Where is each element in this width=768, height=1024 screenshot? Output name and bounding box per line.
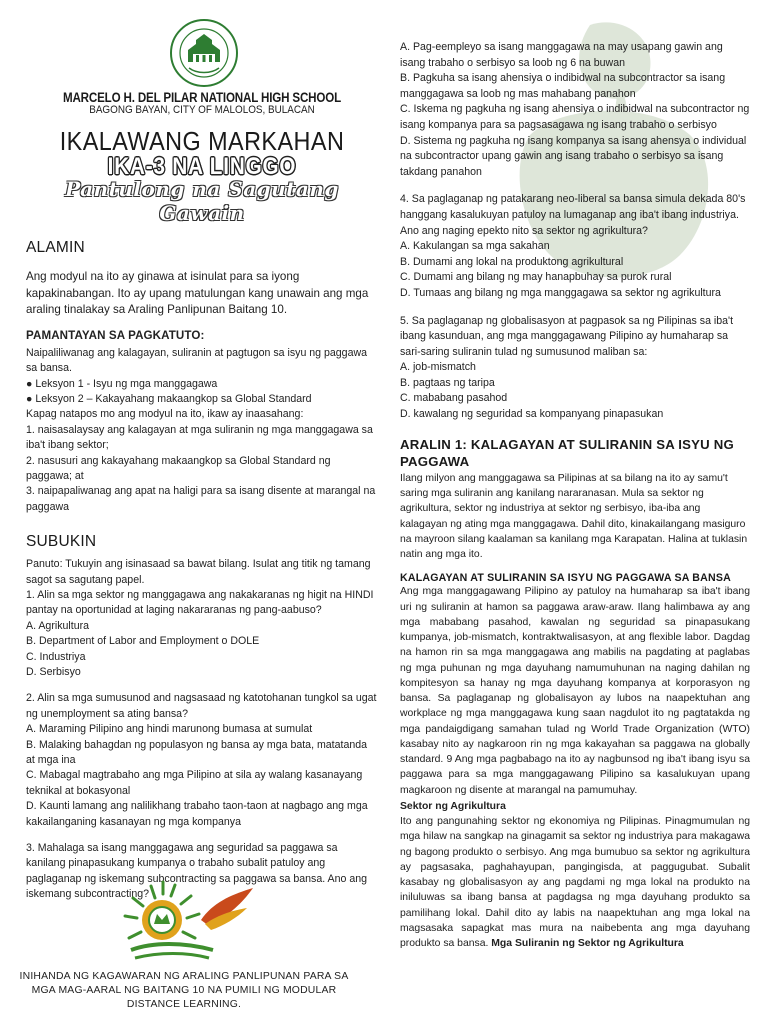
standard-line: Naipaliliwanag ang kalagayan, suliranin at pagtugon sa isyu ng paggawa sa bansa. (26, 346, 368, 375)
sector-problems-heading: Mga Suliranin ng Sektor ng Agrikultura (491, 938, 684, 950)
subukin-heading: SUBUKIN (26, 533, 97, 551)
alamin-heading: ALAMIN (26, 239, 85, 257)
sector-body (400, 814, 750, 951)
school-address: BAGONG BAYAN, CITY OF MALOLOS, BULACAN (89, 104, 315, 116)
q5-block (400, 314, 750, 423)
alamin-intro: Ang modyul na ito ay ginawa at isinulat para sa iyong kapakinabangan. Ito ay upang matulungan kang unawain ang mga araling tinalakay sa Araling Panlipunan Baitang 10. (26, 270, 369, 317)
question-text: 2. Alin sa mga sumusunod and nagsasaad ng katotohanan tungkol sa ugat ng unemployment sa ating bansa? (26, 692, 377, 720)
choice-text: C. mababang pasahod (400, 392, 508, 405)
choice-text: D. Sistema ng pagkuha ng isang kompanya sa isang ahensya o individual na subcontractor upang gawin ang isang trabaho o serbisyo sa isang takdang panahon (400, 134, 747, 178)
choice-text: C. Mabagal magtrabaho ang mga Pilipino at sila ay walang kasanayang teknikal at bokasyonal (26, 769, 363, 797)
standard-list (26, 346, 378, 515)
q4-block (400, 192, 750, 301)
left-column (26, 18, 378, 903)
question-text: 1. Alin sa mga sektor ng manggagawa ang nakakaranas ng higit na HINDI pantay na oportunidad at laging nakararanas ng pang-aabuso? (26, 588, 374, 617)
choice-text: D. Kaunti lamang ang nalilikhang trabaho taon-taon at nagbago ang mga kakailanganing kasanayan ng mga kompanya (26, 800, 368, 828)
aralin-intro: Ilang milyon ang manggagawa sa Pilipinas at sa bilang na ito ay samu't saring mga suliranin ang kanilang nararanasan. Mula sa sektor ng agrikultura, sektor ng industriya at sektor ng serbisyo, iba-iba ang kalagayan ng ating mga manggagawa. Dahil dito, kinakailangang masiguro na mayroon silang kaalaman sa kanilang mga Karapatan. Halina at tuklasin natin ang mga ito. (400, 472, 748, 561)
choice-text: C. Dumami ang bilang ng may hanapbuhay sa purok rural (400, 271, 672, 284)
choice-text: A. Kakulangan sa mga sakahan (400, 240, 550, 253)
standard-line: ● Leksyon 1 - Isyu ng mga manggagawa (26, 377, 218, 390)
standard-line: 1. naisasalaysay ang kalagayan at mga suliranin ng mga manggagawa sa iba't ibang sektor; (26, 423, 373, 452)
instructions-text: Panuto: Tukuyin ang isinasaad sa bawat bilang. Isulat ang titik ng tamang sagot sa sagutang papel. (26, 558, 371, 586)
topic-heading: KALAGAYAN AT SULIRANIN SA ISYU NG PAGGAWA SA BANSA (400, 572, 731, 585)
standard-line: 2. nasusuri ang kakayahang makaangkop sa Global Standard ng paggawa; at (26, 454, 331, 482)
worksheet-subtitle: Pantulong na Sagutang Gawain (65, 177, 339, 226)
choice-text: A. job-mismatch (400, 361, 476, 374)
department-logo-icon (113, 880, 263, 966)
choice-text: B. Malaking bahagdan ng populasyon ng bansa ay mga bata, matatanda at mga ina (26, 738, 368, 767)
week-label: IKA-3 NA LINGGO (107, 153, 297, 180)
sector-heading: Sektor ng Agrikultura (400, 800, 506, 812)
choice-text: B. Department of Labor and Employment o DOLE (26, 635, 260, 648)
choice-text: B. pagtaas ng taripa (400, 376, 495, 389)
question-text: 3. Mahalaga sa isang manggagawa ang seguridad sa paggawa sa kanilang pinapasukang kumpanya o trabaho subalit patuloy ang paglaganap ng iskemang subcontracting sa paggawa sa bansa. Ano ang iskemang subcontracting? (26, 842, 368, 901)
q3-choices (400, 40, 750, 180)
subukin-block (26, 557, 378, 903)
choice-text: A. Maraming Pilipino ang hindi marunong bumasa at sumulat (26, 723, 313, 736)
choice-text: A. Agrikultura (26, 619, 90, 632)
choice-text: D. Serbisyo (26, 666, 81, 678)
page-title: IKALAWANG MARKAHAN (59, 126, 345, 156)
school-seal-icon (169, 18, 239, 88)
choice-text: D. Tumaas ang bilang ng mga manggagawa sa sektor ng agrikultura (400, 286, 721, 299)
sector-body-text: Ito ang pangunahing sektor ng ekonomiya ng Pilipinas. Pinagmumulan ng mga hilaw na sangkap na ginagamit sa sektor ng industriya para makagawa ng bagong produkto o serbisyo. Ang mga bumubuo sa sektor ng agrikultura ay pagsasaka, paghahayupan, pangingisda, at paggugubat. Subalit kasabay ng globalisasyon ay ang pagdami ng mga lokal na produkto na iniluluwas sa ibang bansa at pagdagsa ng mga dayuhang produkto sa pamilihang lokal. Dahil dito ay labis na naapektuhan ang mga lokal na magsasaka sapagkat mas mura na naibebenta ang mga dayuhang produkto sa bansa. (400, 816, 750, 950)
standard-line: ● Leksyon 2 – Kakayahang makaangkop sa Global Standard (26, 392, 312, 405)
question-text: 4. Sa paglaganap ng patakarang neo-liberal sa bansa simula dekada 80's hanggang kasalukuyan patuloy na lumaganap ang iba't ibang industriya. Ano ang naging epekto nito sa sektor ng agrikultura? (400, 193, 746, 237)
choice-text: B. Dumami ang lokal na produktong agrikultural (400, 255, 624, 268)
standard-heading: PAMANTAYAN SA PAGKATUTO: (26, 328, 205, 342)
choice-text: A. Pag-eempleyo sa isang manggagawa na may usapang gawin ang isang trabaho o serbisyo sa loob ng 6 na buwan (400, 41, 723, 69)
choice-text: D. kawalang ng seguridad sa kompanyang pinapasukan (400, 408, 664, 421)
standard-line: 3. naipapaliwanag ang apat na haligi para sa isang disente at marangal na paggawa (26, 485, 376, 513)
choice-text: C. Iskema ng pagkuha ng isang ahensiya o indibidwal na subcontractor ng isang kompanya para sa pagsasagawa ng isang trabaho o serbisyo (400, 103, 750, 131)
standard-line: Kapag natapos mo ang modyul na ito, ikaw ay inaasahang: (26, 408, 304, 421)
question-text: 5. Sa paglaganap ng globalisasyon at pagpasok sa ng Pilipinas sa iba't ibang kasunduan, ang mga manggagawang Pilipino ay humaharap sa sari-saring suliranin tulad ng sumusunod maliban sa: (400, 314, 734, 358)
topic-body: Ang mga manggagawang Pilipino ay patuloy na humaharap sa iba't ibang uri ng suliranin at hamon sa paggawa araw-araw. Ilang halimbawa ay ang mga mababang pasahod, kawalan ng seguridad sa pinapasukang kumpanya, job-mismatch, kontraktwalisasyon, at ang flexible labor. Dagdag na hamon rin sa mga manggagawa ang mabilis na pagdating at paglabas ng mga puhunan ng mga dayuhang namumuhunan na naging dahilan ng kompitesyon sa hanay ng mga dayuhang kompanya at korporasyon ng bansa. Sa paglaganap ng globalisayon ay lubos na naapektuhan ang workplace ng mga manggagawa kung saan nagdulot ito ng pagtatakda ng mga pandaigdigang samahan tulad ng World Trade Organization (WTO) kasabay nito ay nagkaroon rin ng mga kakayahan sa paggawa na globally standard. 9 Ang mga pagbabago na ito ay nagbunsod ng iba't ibang isyu sa paggawa para sa mga manggagawang Pilipino sa kasalukuyan upang magkaroon ng disente at marangal na pamumuhay. (400, 586, 750, 796)
school-name: MARCELO H. DEL PILAR NATIONAL HIGH SCHOOL (62, 90, 342, 105)
choice-text: C. Industriya (26, 650, 86, 663)
right-column (400, 40, 750, 951)
footer-credit: INIHANDA NG KAGAWARAN NG ARALING PANLIPUNAN PARA SA MGA MAG-AARAL NG BAITANG 10 NA PUMILI NG MODULAR DISTANCE LEARNING. (19, 971, 349, 1010)
choice-text: B. Pagkuha sa isang ahensiya o indibidwal na subcontractor sa isang manggagawa sa loob ng mas mahabang panahon (400, 72, 726, 100)
aralin-heading: ARALIN 1: KALAGAYAN AT SULIRANIN SA ISYU NG PAGGAWA (400, 436, 734, 470)
